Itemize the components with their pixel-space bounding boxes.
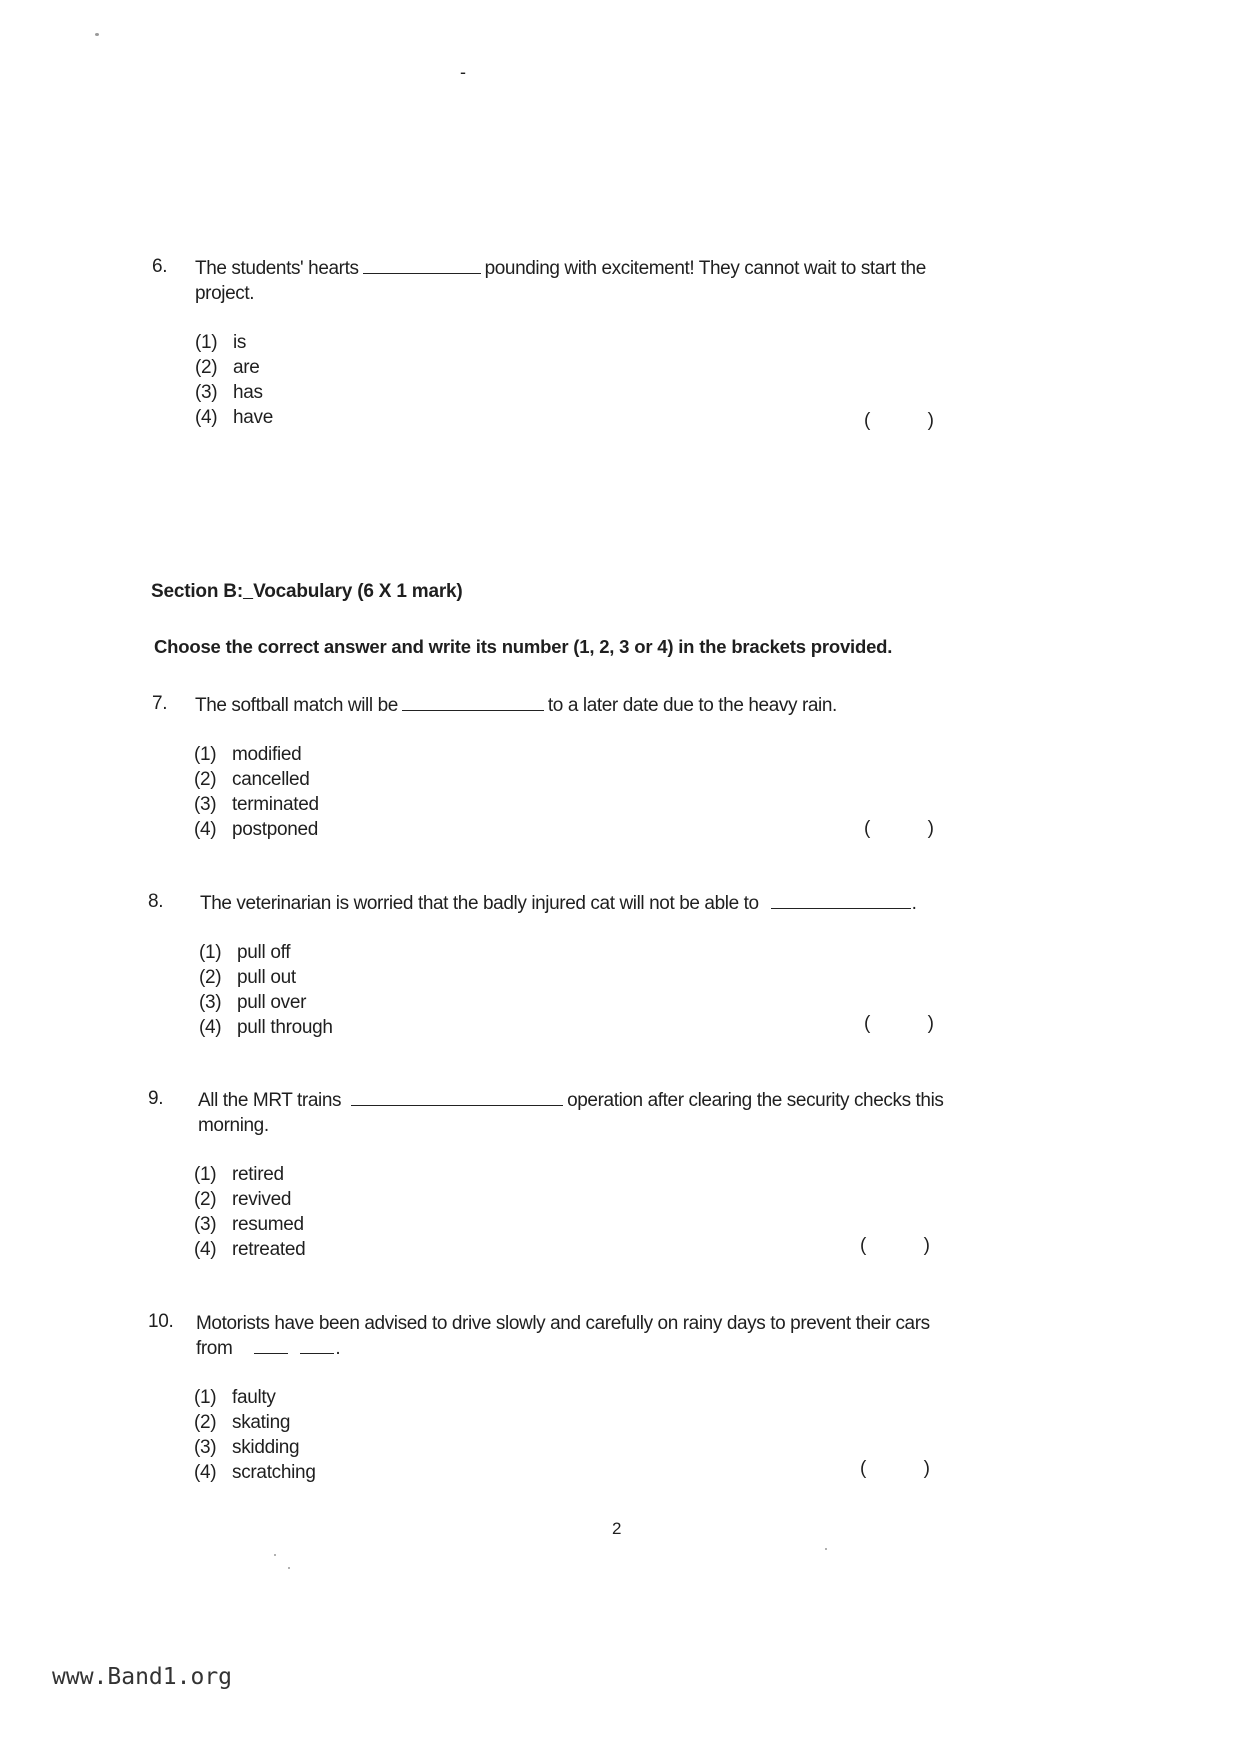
question-text: The veterinarian is worried that the badly injured cat will not be able to . [200, 893, 917, 914]
section-title: Section B: Vocabulary (6 X 1 mark) [151, 581, 463, 602]
scan-speck [825, 1548, 827, 1550]
question-number: 6. [152, 256, 168, 277]
option-2: (2) pull out [199, 967, 296, 988]
option-4: (4) have [195, 407, 274, 428]
scan-speck [95, 33, 99, 36]
answer-brackets[interactable]: ( ) [860, 1458, 930, 1479]
page-number: 2 [612, 1519, 622, 1538]
option-2: (2) revived [194, 1189, 292, 1210]
option-3: (3) terminated [194, 794, 319, 815]
top-mark: - [460, 62, 466, 82]
answer-blank [254, 1352, 288, 1354]
answer-blank [300, 1352, 334, 1354]
answer-blank [402, 709, 544, 711]
question-text: The softball match will be to a later date due to the heavy rain. [195, 695, 837, 716]
option-1: (1) pull off [199, 942, 291, 963]
question-text-line2: from . [196, 1338, 341, 1359]
option-3: (3) has [195, 382, 263, 403]
options-list [194, 1162, 305, 1262]
answer-blank [771, 907, 911, 909]
section-instructions: Choose the correct answer and write its number (1, 2, 3 or 4) in the brackets provided. [154, 636, 893, 657]
question-text: The students' hearts pounding with excitement! They cannot wait to start the [195, 258, 926, 279]
option-3: (3) skidding [194, 1437, 300, 1458]
option-4: (4) retreated [194, 1239, 306, 1260]
option-3: (3) pull over [199, 992, 307, 1013]
answer-brackets[interactable]: ( ) [860, 1235, 930, 1256]
answer-brackets[interactable]: ( ) [864, 410, 934, 431]
question-number: 10. [148, 1311, 174, 1332]
question-number: 7. [152, 693, 168, 714]
option-3: (3) resumed [194, 1214, 304, 1235]
options-list [194, 742, 319, 842]
options-list [194, 1385, 316, 1485]
question-text-line2: project. [195, 283, 255, 304]
answer-blank [351, 1104, 563, 1106]
option-1: (1) is [195, 332, 247, 353]
option-1: (1) retired [194, 1164, 284, 1185]
option-4: (4) postponed [194, 819, 319, 840]
question-number: 9. [148, 1088, 164, 1109]
scan-speck [274, 1554, 276, 1556]
question-number: 8. [148, 891, 164, 912]
option-2: (2) skating [194, 1412, 291, 1433]
question-text-line2: morning. [198, 1115, 269, 1136]
watermark: www.Band1.org [52, 1664, 233, 1690]
option-2: (2) cancelled [194, 769, 310, 790]
option-2: (2) are [195, 357, 260, 378]
options-list [195, 330, 273, 430]
option-4: (4) pull through [199, 1017, 333, 1038]
question-text: Motorists have been advised to drive slowly and carefully on rainy days to prevent their cars [196, 1313, 930, 1334]
question-text: All the MRT trains operation after clearing the security checks this [198, 1090, 944, 1111]
answer-brackets[interactable]: ( ) [864, 1013, 934, 1034]
answer-blank [363, 272, 481, 274]
option-1: (1) modified [194, 744, 302, 765]
scan-speck [288, 1567, 290, 1569]
option-1: (1) faulty [194, 1387, 276, 1408]
answer-brackets[interactable]: ( ) [864, 818, 934, 839]
options-list [199, 940, 333, 1040]
option-4: (4) scratching [194, 1462, 316, 1483]
